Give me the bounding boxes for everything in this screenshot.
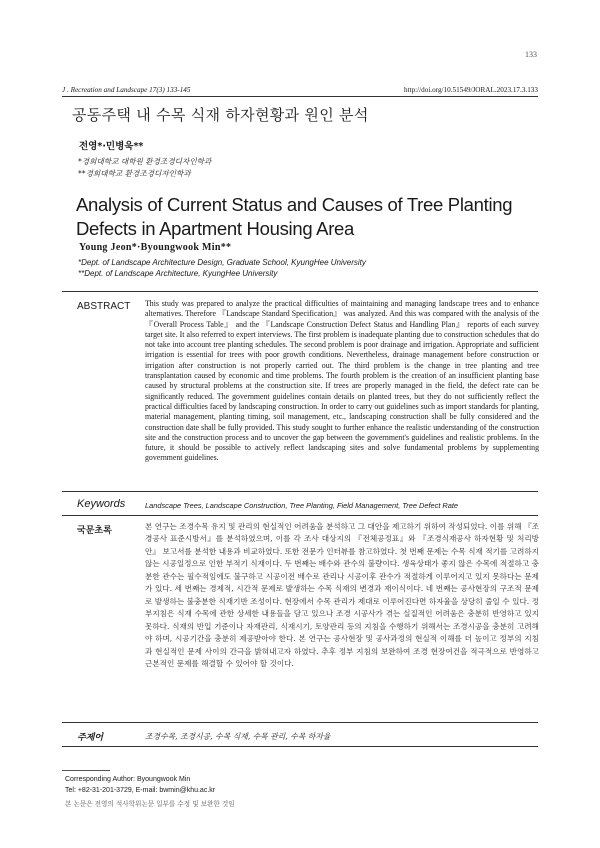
footnote-contact: Tel: +82-31-201-3729, E-mail: bwmin@khu.ac.kr <box>65 787 216 794</box>
keywords-top-rule <box>62 491 538 492</box>
korean-authors: 전영*·민병욱** <box>79 141 144 152</box>
keywords-bottom-rule <box>62 515 538 516</box>
korean-keywords-text: 조경수목, 조경시공, 수목 식재, 수목 관리, 수목 하자율 <box>145 732 331 741</box>
english-affiliation-2: **Dept. of Landscape Architecture, KyungHee University <box>78 269 278 278</box>
footnote-rule <box>62 770 110 771</box>
footnote-note: 본 논문은 전영의 석사학위논문 일부를 수정 및 보완한 것임 <box>65 800 235 808</box>
korean-affiliation-2: **경희대학교 환경조경디자인학과 <box>78 169 191 178</box>
korean-keywords-bottom-rule <box>62 746 538 747</box>
abstract-text: This study was prepared to analyze the practical difficulties of maintaining and managing landscape trees and to enhance alternatives. Therefore 『Landscape Standard Specification』 was analyzed. And this was compared with the analysis of the 『Overall Process Table』 and the 『Landscape Construction Defect Status and Handling Plan』 reports of each survey target site. It also referred to expert interviews. The first problem is inadequate planting due to construction schedules that do not take into account tree planting schedules. The second problem is poor drainage and irrigation. Appropriate and sufficient irrigation is essential for trees with poor growth conditions. Nevertheless, drainage management before construction or irrigation after construction is not properly carried out. The third problem is the change in tree planting and tree transplantation caused by economic and time problems. The fourth problem is the creation of an insufficient planting base caused by structural problems at the construction site. If trees are properly managed in the field, the defect rate can be significantly reduced. The government guidelines contain details on planted trees, but they do not sufficiently reflect the practical difficulties faced by landscaping construction. In order to carry out guidelines such as import standards for planting, material management, planting timing, soil management, etc., landscaping construction shall be fully considered and the construction date shall be fully provided. This study sought to further enhance the realistic understanding of the construction site and the construction process and to uncover the gap between the government's guidelines and realistic problems. In the future, it should be possible to actively reflect landscaping sites and solve fundamental problems by supplementing government guidelines. <box>145 299 539 463</box>
abstract-label: ABSTRACT <box>77 301 131 312</box>
journal-header <box>62 86 538 97</box>
english-affiliation-1: *Dept. of Landscape Architecture Design, Graduate School, KyungHee University <box>78 258 366 267</box>
journal-name: J . Recreation and Landscape 17(3) 133-145 <box>62 86 191 94</box>
korean-abstract-text: 본 연구는 조경수목 유지 및 관리의 현실적인 어려움을 분석하고 그 대안을 제고하기 위하여 작성되었다. 이를 위해 『조경공사 표준시방서』를 분석하였으며, 이를 각 조사 대상지의 『전체공정표』와 『조경식재공사 하자현황 및 처리방안』 보고서를 분석한 내용과 비교하였다. 또한 전문가 인터뷰를 참고하였다. 첫 번째 문제는 수목 식재 적기를 고려하지 않는 시공일정으로 인한 부적기 식재이다. 두 번째는 배수와 관수의 불량이다. 생육상태가 좋지 않은 수목에 적절하고 충분한 관수는 필수적임에도 불구하고 시공이전 배수로 관리나 시공이후 관수가 적절하게 이루어지고 있지 못하다는 문제가 있다. 세 번째는 경제적, 시간적 문제로 발생하는 수목 식재의 변경과 재이식이다. 네 번째는 공사현장의 구조적 문제로 발생하는 불충분한 식재기반 조성이다. 현장에서 수목 관리가 제대로 이루어진다면 하자율을 상당히 줄일 수 있다. 정부지침은 식재 수목에 관한 상세한 내용들을 담고 있으나 조경 시공사가 겪는 실질적인 어려움은 충분히 반영하고 있지 못하다. 식재의 반입 기준이나 자재관리, 식재시기, 토양관리 등의 지침을 수행하기 위해서는 조경시공을 충분히 고려해야 하며, 시공기간을 충분히 제공받아야 한다. 본 연구는 공사현장 및 공사과정의 현실적 이해를 더 높이고 정부의 지침과 현실적인 문제 사이의 간극을 밝혀내고자 하였다. 추후 정부 지침의 보완하여 조경 현장여건을 적극적으로 반영하고 근본적인 문제를 해결할 수 있어야 할 것이다. <box>145 522 539 668</box>
keywords-label: Keywords <box>77 498 126 510</box>
korean-keywords-top-rule <box>62 722 538 723</box>
doi-link[interactable]: http://doi.org/10.51549/JORAL.2023.17.3.133 <box>403 86 538 94</box>
english-authors: Young Jeon*·Byoungwook Min** <box>79 242 232 253</box>
keywords-text: Landscape Trees, Landscape Construction, Tree Planting, Field Management, Tree Defect Rate <box>145 501 459 510</box>
abstract-top-rule <box>62 291 538 292</box>
korean-affiliation-1: *경희대학교 대학원 환경조경디자인학과 <box>78 157 212 166</box>
footnote-author: Corresponding Author: Byoungwook Min <box>65 776 191 783</box>
korean-title: 공동주택 내 수목 식재 하자현황과 원인 분석 <box>72 106 369 124</box>
english-title: Analysis of Current Status and Causes of Tree Planting Defects in Apartment Housing Area <box>76 194 513 239</box>
page-number: 133 <box>525 50 537 59</box>
korean-keywords-label: 주제어 <box>77 733 104 743</box>
korean-abstract-label: 국문초록 <box>77 526 112 536</box>
